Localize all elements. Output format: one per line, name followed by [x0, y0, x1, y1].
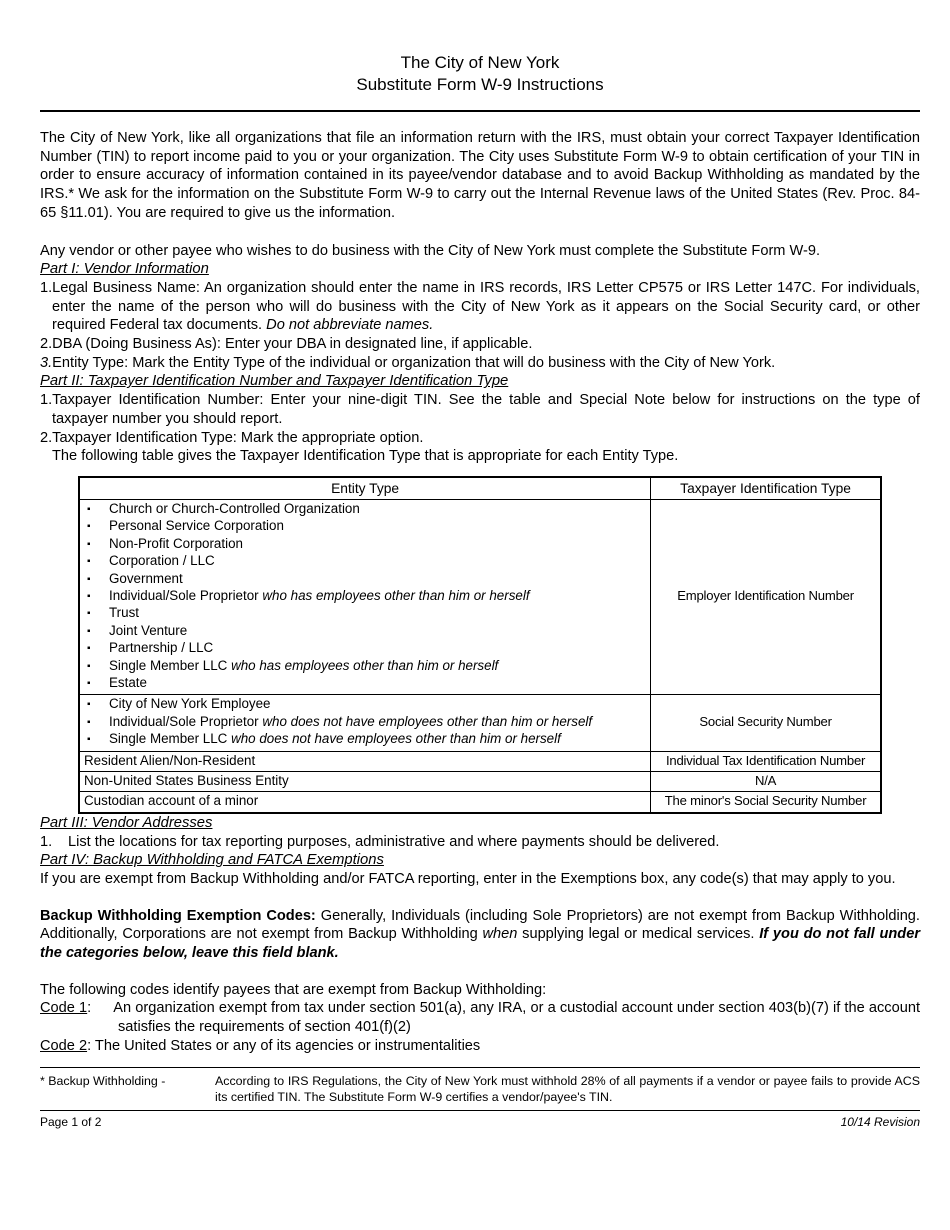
entity-text: City of New York Employee — [109, 696, 271, 712]
exemption-codes-italic: when — [482, 926, 518, 943]
tin-type-value: Social Security Number — [699, 714, 832, 730]
footnote-bottom-rule — [40, 1110, 920, 1111]
entity-item — [84, 571, 646, 588]
entity-text: Personal Service Corporation — [109, 518, 284, 534]
table-header-row — [80, 478, 880, 499]
page-number: Page 1 of 2 — [40, 1114, 102, 1129]
exemption-codes-label: Backup Withholding Exemption Codes: — [40, 907, 316, 924]
item-number: 3. — [40, 354, 53, 371]
bullet-icon: ▪ — [87, 556, 91, 568]
item-number: 1. — [40, 279, 53, 296]
page-footer — [40, 1115, 920, 1130]
bullet-icon: ▪ — [87, 538, 91, 550]
tin-type-value: The minor's Social Security Number — [664, 793, 867, 809]
bullet-icon: ▪ — [87, 590, 91, 602]
footnote-text: According to IRS Regulations, the City of New York must withhold 28% of all payments if a vendor or payee fails to provide ACS its certified TIN. The Substitute Form W-9 certifies a vendor/payee's TIN. — [215, 1073, 920, 1105]
footnote-label: * Backup Withholding - — [40, 1073, 166, 1088]
table-intro-note: The following table gives the Taxpayer Identification Type that is appropriate for each Entity Type. — [52, 448, 679, 465]
code-2-label: Code 2 — [40, 1037, 88, 1054]
part1-item-2 — [40, 335, 920, 354]
code-2-item — [40, 1037, 920, 1056]
code-1-colon: : — [87, 1000, 92, 1017]
entity-item — [84, 731, 646, 748]
item-text: Mark the Entity Type of the individual or organization that will do business with the City of New York. — [128, 354, 776, 371]
item-number: 1. — [40, 833, 53, 850]
entity-text: Estate — [109, 675, 147, 691]
bullet-icon: ▪ — [87, 643, 91, 655]
table-row-ein — [80, 499, 880, 694]
entity-text: Joint Venture — [109, 622, 188, 638]
intro-paragraph-1: The City of New York, like all organizations that file an information return with the IRS, must obtain your correct Taxpayer Identification Number (TIN) to report income paid to you or your organization. The City uses Substitute Form W-9 to obtain certification of your TIN in order to ensure accuracy of information contained in its payee/vendor database and to avoid Backup Withholding as mandated by the IRS.* We ask for the information on the Substitute Form W-9 to carry out the Internal Revenue laws of the United States (Rev. Proc. 84-65 §11.01). You are required to give us the information. — [40, 130, 920, 221]
code-2-colon: : — [87, 1037, 95, 1054]
entity-text: Individual/Sole Proprietor — [109, 587, 263, 603]
table-row-na — [80, 771, 880, 791]
entity-italic-text: who has employees other than him or herself — [262, 587, 530, 603]
part1-item-1 — [40, 279, 920, 335]
entity-type-cell — [80, 500, 651, 694]
part1-item-3 — [40, 354, 920, 373]
tin-type-value: Employer Identification Number — [677, 588, 854, 604]
entity-item — [84, 605, 646, 622]
table-row-itin — [80, 751, 880, 771]
part4-heading: Part IV: Backup Withholding and FATCA Exemptions — [40, 852, 384, 869]
codes-intro-line: The following codes identify payees that are exempt from Backup Withholding: — [40, 981, 547, 998]
entity-italic-text: who does not have employees other than him or herself — [231, 731, 561, 747]
entity-item — [84, 553, 646, 570]
code-1-text: An organization exempt from tax under section 501(a), any IRA, or a custodial account under section 403(b)(7) if the account satisfies the requirements of section 401(f)(2) — [113, 1000, 920, 1036]
document-title — [40, 0, 920, 96]
item-label: DBA (Doing Business As): — [52, 336, 221, 353]
entity-type-cell — [80, 695, 651, 750]
bullet-icon: ▪ — [87, 660, 91, 672]
item-label: Legal Business Name: — [52, 279, 200, 296]
bullet-icon: ▪ — [87, 521, 91, 533]
entity-item — [84, 588, 646, 605]
revision-label: 10/14 Revision — [840, 1114, 920, 1129]
code-1-item — [40, 999, 920, 1036]
bullet-icon: ▪ — [87, 503, 91, 515]
part2-item-1 — [40, 391, 920, 428]
item-italic-text: Do not abbreviate names. — [266, 317, 434, 334]
exemption-codes-paragraph — [40, 907, 920, 963]
bullet-icon: ▪ — [87, 734, 91, 746]
entity-text: Church or Church-Controlled Organization — [109, 500, 360, 516]
part3-heading: Part III: Vendor Addresses — [40, 814, 213, 831]
entity-item — [84, 640, 646, 657]
item-text: Enter your nine-digit TIN. See the table and Special Note below for instructions on the type of taxpayer number you should report. — [52, 392, 920, 427]
entity-italic-text: who has employees other than him or herself — [231, 657, 499, 673]
entity-text: Corporation / LLC — [109, 553, 215, 569]
item-label: Taxpayer Identification Type: — [52, 429, 237, 446]
entity-item — [84, 623, 646, 640]
bullet-icon: ▪ — [87, 608, 91, 620]
table-row-minor — [80, 791, 880, 811]
code-1-label: Code 1 — [40, 1000, 88, 1017]
entity-text: Single Member LLC — [109, 657, 232, 673]
tin-type-value: Individual Tax Identification Number — [665, 752, 866, 768]
entity-item — [84, 696, 646, 713]
entity-text: Government — [109, 570, 183, 586]
column-header-entity-type: Entity Type — [80, 478, 651, 499]
exemption-codes-bold-italic: If you do not fall under the categories below, leave this field blank. — [40, 926, 920, 962]
item-label: Entity Type: — [52, 354, 129, 371]
entity-text: Partnership / LLC — [109, 640, 214, 656]
tin-type-value: N/A — [754, 773, 777, 789]
entity-text: Single Member LLC — [109, 731, 232, 747]
entity-type-cell: Custodian account of a minor — [80, 792, 651, 811]
exemption-codes-text: supplying legal or medical services. — [517, 926, 760, 943]
bullet-icon: ▪ — [87, 625, 91, 637]
entity-item — [84, 518, 646, 535]
title-divider-rule — [40, 110, 920, 112]
entity-italic-text: who does not have employees other than him or herself — [262, 713, 593, 729]
entity-type-cell: Resident Alien/Non-Resident — [80, 752, 651, 771]
part3-item-1 — [40, 833, 920, 852]
exemption-codes-text: Generally, Individuals (including Sole Proprietors) are not exempt from Backup Withholding. Additionally, Corporations are not exempt from Backup Withholding — [40, 907, 920, 943]
item-text: Mark the appropriate option. — [236, 429, 424, 446]
item-number: 1. — [40, 392, 53, 409]
entity-item — [84, 658, 646, 675]
entity-type-cell: Non-United States Business Entity — [80, 772, 651, 791]
item-label: Taxpayer Identification Number: — [52, 392, 264, 409]
entity-text: Individual/Sole Proprietor — [109, 713, 263, 729]
item-text: An organization should enter the name in IRS records, IRS Letter CP575 or IRS Letter 147C. For individuals, enter the name of the person who will do business with the City of New York as it appears on the Social Security card, or other required Federal tax documents. — [52, 279, 920, 334]
part1-heading: Part I: Vendor Information — [40, 261, 209, 278]
entity-text: Non-Profit Corporation — [109, 535, 243, 551]
entity-text: Trust — [109, 605, 140, 621]
item-text: Enter your DBA in designated line, if applicable. — [220, 336, 533, 353]
part2-heading: Part II: Taxpayer Identification Number and Taxpayer Identification Type — [40, 373, 509, 390]
table-row-ssn — [80, 694, 880, 750]
code-2-text: The United States or any of its agencies or instrumentalities — [94, 1037, 481, 1054]
part2-item-2 — [40, 429, 920, 448]
entity-item — [84, 501, 646, 518]
title-line-2: Substitute Form W-9 Instructions — [356, 75, 604, 94]
title-line-1: The City of New York — [400, 53, 560, 72]
entity-item — [84, 536, 646, 553]
bullet-icon: ▪ — [87, 678, 91, 690]
footnote — [40, 1068, 920, 1110]
item-number: 2. — [40, 336, 53, 353]
entity-item — [84, 714, 646, 731]
entity-item — [84, 675, 646, 692]
part4-paragraph: If you are exempt from Backup Withholding and/or FATCA reporting, enter in the Exemptions box, any code(s) that may apply to you. — [40, 870, 896, 887]
item-number: 2. — [40, 429, 53, 446]
bullet-icon: ▪ — [87, 716, 91, 728]
intro-paragraph-2: Any vendor or other payee who wishes to do business with the City of New York must complete the Substitute Form W-9. — [40, 242, 821, 259]
column-header-tin-type: Taxpayer Identification Type — [680, 480, 851, 496]
tin-type-table — [78, 476, 882, 814]
item-text: List the locations for tax reporting purposes, administrative and where payments should be delivered. — [68, 833, 720, 850]
bullet-icon: ▪ — [87, 699, 91, 711]
bullet-icon: ▪ — [87, 573, 91, 585]
